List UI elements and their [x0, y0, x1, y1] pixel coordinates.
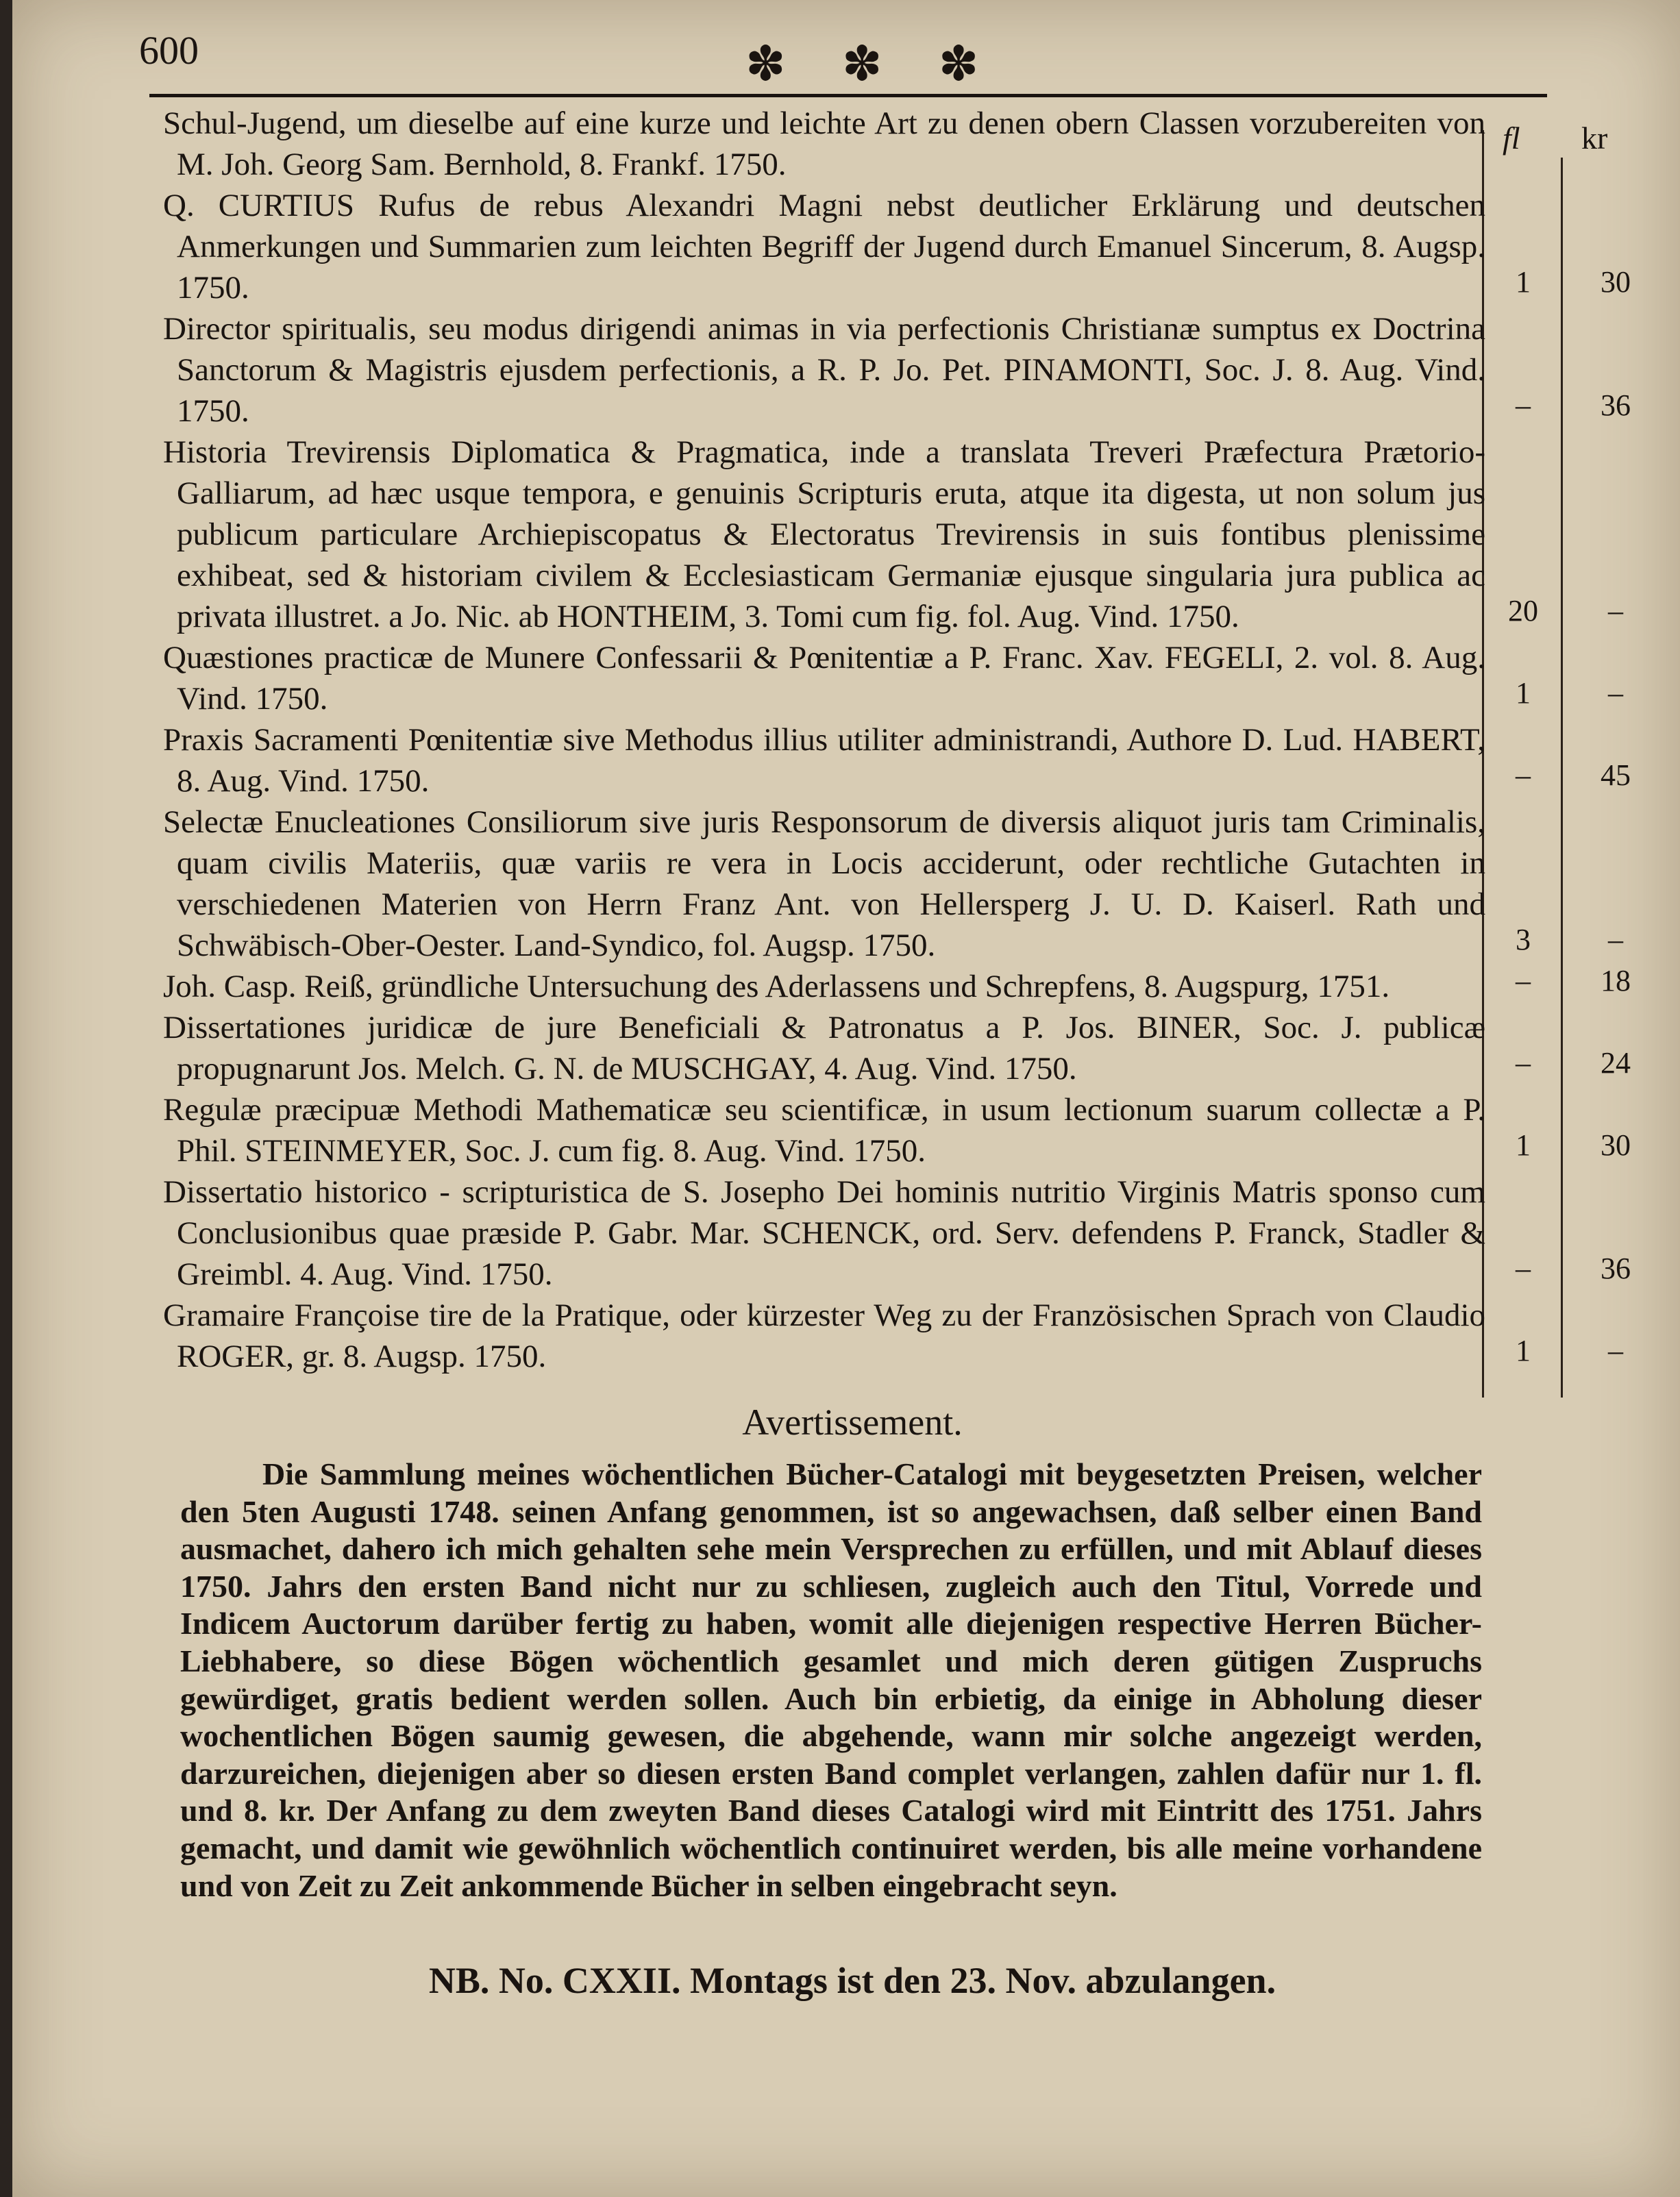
header-ornament: ✽ ✽ ✽	[745, 36, 1000, 92]
entry-text: Gramaire Françoise tire de la Pratique, oder kürzester Weg zu der Französischen Sprach von Claudio ROGER, gr. 8. Augsp. 1750.	[163, 1298, 1485, 1374]
price-florin: 20	[1508, 594, 1538, 628]
entry-price	[1492, 919, 1670, 960]
entry-text: Schul-Jugend, um dieselbe auf eine kurze und leichte Art zu denen obern Classen vorzubereiten von M. Joh. Georg Sam. Bernhold, 8. Frankf. 1750.	[163, 105, 1485, 182]
catalog-entry	[163, 103, 1485, 185]
price-florin: 1	[1516, 676, 1531, 710]
price-florin: –	[1516, 1252, 1531, 1285]
entry-price	[1492, 1248, 1670, 1289]
catalog-entry	[163, 637, 1623, 719]
catalog-entry	[163, 1089, 1631, 1171]
page-number: 600	[139, 28, 199, 73]
entry-price	[1492, 1330, 1670, 1371]
catalog-entry	[163, 802, 1623, 966]
entry-text: Historia Trevirensis Diplomatica & Pragmatica, inde a translata Treveri Præfectura Prætorio-Galliarum, ad hæc usque tempora, e genuinis Scripturis eruta, atque ita digesta, ut non solum jus publicum particulare Archiepiscopatus & Electoratus Trevirensis in suis fontibus plenissime exhibeat, sed & historiam civilem & Ecclesiasticam Germaniæ ejusque singularia jura publica ac privata illustret. a Jo. Nic. ab HONTHEIM, 3. Tomi cum fig. fol. Aug. Vind. 1750.	[163, 434, 1485, 634]
entry-text: Regulæ præcipuæ Methodi Mathematicæ seu scientificæ, in usum lectionum suarum collectæ a P. Phil. STEINMEYER, Soc. J. cum fig. 8. Aug. Vind. 1750.	[163, 1092, 1485, 1169]
avertissement-title: Avertissement.	[742, 1402, 963, 1443]
entry-price	[1492, 138, 1670, 179]
entry-price	[1492, 591, 1670, 632]
column-header-fl: fl	[1503, 121, 1520, 156]
catalog-entry	[163, 308, 1631, 432]
price-florin: 1	[1516, 1128, 1531, 1162]
catalog-entry	[163, 185, 1631, 308]
entry-text: Selectæ Enucleationes Consiliorum sive juris Responsorum de diversis aliquot juris tam Criminalis, quam civilis Materiis, quæ variis re vera in Locis acciderunt, oder rechtliche Gutachten in verschiedenen Materien von Herrn Franz Ant. von Hellersperg J. U. D. Kaiserl. Rath und Schwäbisch-Ober-Oester. Land-Syndico, fol. Augsp. 1750.	[163, 804, 1485, 963]
entry-price	[1492, 1043, 1670, 1084]
catalog-entry	[163, 1007, 1631, 1089]
price-kreuzer: –	[1608, 594, 1623, 628]
entry-text: Praxis Sacramenti Pœnitentiæ sive Methodus illius utiliter administrandi, Authore D. Lud. HABERT, 8. Aug. Vind. 1750.	[163, 722, 1485, 799]
entry-text: Director spiritualis, seu modus dirigendi animas in via perfectionis Christianæ sumptus ex Doctrina Sanctorum & Magistris ejusdem perfectionis, a R. P. Jo. Pet. PINAMONTI, Soc. J. 8. Aug. Vind. 1750.	[163, 311, 1485, 429]
entry-price	[1492, 385, 1670, 426]
catalog-entry	[163, 432, 1623, 637]
price-kreuzer: 18	[1601, 964, 1631, 997]
price-florin: –	[1516, 388, 1531, 422]
entry-price	[1492, 262, 1670, 303]
price-florin: 1	[1516, 265, 1531, 299]
price-kreuzer: 45	[1601, 758, 1631, 792]
price-kreuzer: 36	[1601, 388, 1631, 422]
nota-bene: NB. No. CXXII. Montags ist den 23. Nov. abzulangen.	[428, 1960, 1276, 2001]
catalog-entry	[163, 1171, 1631, 1295]
catalog-entry	[163, 719, 1631, 802]
avertissement-body: Die Sammlung meines wöchentlichen Bücher-Catalogi mit beygesetzten Preisen, welcher den 5ten Augusti 1748. seinen Anfang genommen, ist so angewachsen, daß selber einen Band ausmachet, dahero ich mich gehalten sehe mein Versprechen zu erfüllen, und mit Ablauf dieses 1750. Jahrs den ersten Band nicht nur zu schliesen, zugleich auch den Titul, Vorrede und Indicem Auctorum darüber fertig zu haben, womit alle diejenigen respective Herren Bücher-Liebhabere, so diese Bögen wöchentlich gesamlet und mich deren gütigen Zuspruchs gewürdiget, gratis bedient werden sollen. Auch bin erbietig, da einige in Abholung dieser wochentlichen Bögen saumig gewesen, die abgehende, wann mir solche angezeigt werden, darzureichen, diejenigen aber so diesen ersten Band complet verlangen, zahlen dafür nur 1. fl. und 8. kr. Der Anfang zu dem zweyten Band dieses Catalogi wird mit Eintritt des 1751. Jahrs gemacht, und damit wie gewöhnlich wöchentlich continuiret werden, bis alle meine vorhandene und von Zeit zu Zeit ankommende Bücher in selben eingebracht seyn.	[180, 1456, 1482, 1903]
entry-text: Q. CURTIUS Rufus de rebus Alexandri Magni nebst deutlicher Erklärung und deutschen Anmerkungen und Summarien zum leichten Begriff der Jugend durch Emanuel Sincerum, 8. Augsp. 1750.	[163, 188, 1485, 306]
entry-price	[1492, 673, 1670, 714]
price-florin: 1	[1516, 1334, 1531, 1367]
price-kreuzer: 24	[1601, 1046, 1631, 1080]
price-kreuzer: 36	[1601, 1252, 1631, 1285]
price-florin: –	[1516, 964, 1531, 997]
price-kreuzer: 30	[1601, 1128, 1631, 1162]
entry-text: Dissertatio historico - scripturistica de S. Josepho Dei hominis nutritio Virginis Matris sponso cum Conclusionibus quae præside P. Gabr. Mar. SCHENCK, ord. Serv. defendens P. Franck, Stadler & Greimbl. 4. Aug. Vind. 1750.	[163, 1174, 1485, 1292]
catalog-entry	[163, 1295, 1623, 1377]
price-florin: 3	[1516, 923, 1531, 956]
entry-text: Dissertationes juridicæ de jure Beneficiali & Patronatus a P. Jos. BINER, Soc. J. publicæ propugnarunt Jos. Melch. G. N. de MUSCHGAY, 4. Aug. Vind. 1750.	[163, 1010, 1485, 1087]
entry-text: Joh. Casp. Reiß, gründliche Untersuchung des Aderlassens und Schrepfens, 8. Augspurg, 1751.	[163, 969, 1390, 1004]
entry-price	[1492, 755, 1670, 796]
price-florin: –	[1516, 758, 1531, 792]
entry-price	[1492, 1125, 1670, 1166]
catalog-page	[12, 0, 1680, 2197]
price-kreuzer: –	[1608, 676, 1623, 710]
price-florin: –	[1516, 1046, 1531, 1080]
catalog-entry	[163, 964, 1631, 1007]
price-kreuzer: –	[1608, 923, 1623, 956]
entry-price	[1492, 960, 1670, 1002]
price-kreuzer: 30	[1601, 265, 1631, 299]
price-kreuzer: –	[1608, 1334, 1623, 1367]
column-header-kr: kr	[1581, 121, 1608, 156]
entry-text: Quæstiones practicæ de Munere Confessarii & Pœnitentiæ a P. Franc. Xav. FEGELI, 2. vol. 8. Aug. Vind. 1750.	[163, 640, 1485, 717]
header-rule	[149, 94, 1547, 97]
